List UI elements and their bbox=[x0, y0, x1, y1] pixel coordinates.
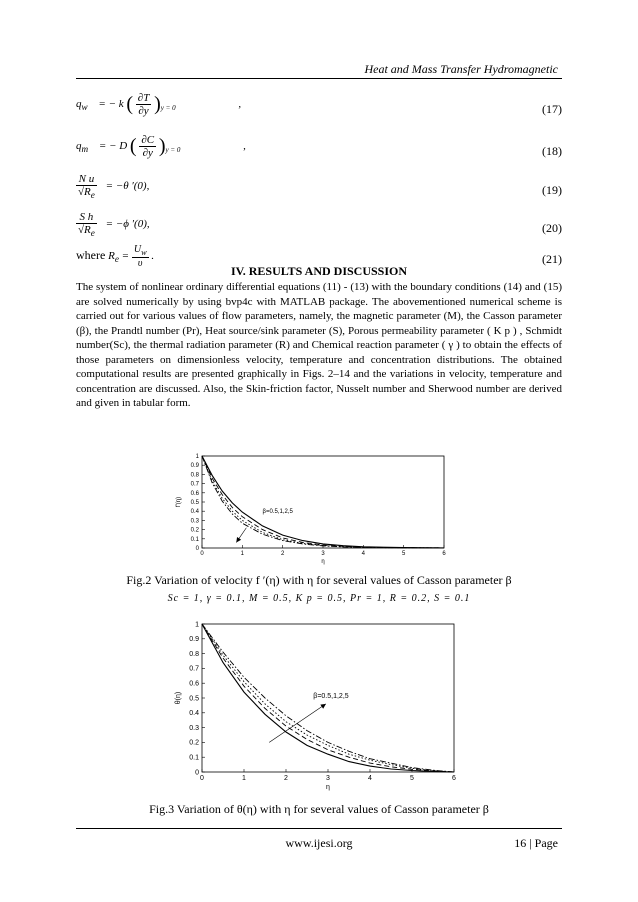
x-tick-label: 0 bbox=[200, 551, 204, 557]
y-tick-label: 0.2 bbox=[189, 739, 199, 747]
beta-annotation: β=0.5,1,2,5 bbox=[262, 509, 293, 516]
series-line-1 bbox=[202, 456, 444, 548]
eq18-den: ∂y bbox=[142, 147, 153, 159]
y-tick-label: 0.1 bbox=[189, 754, 199, 762]
y-tick-label: 0.9 bbox=[189, 636, 199, 644]
eq21-num: U bbox=[133, 244, 142, 255]
x-tick-label: 4 bbox=[368, 775, 372, 782]
y-tick-label: 0 bbox=[195, 546, 199, 552]
section-title: IV. RESULTS AND DISCUSSION bbox=[230, 264, 408, 278]
y-tick-label: 0.7 bbox=[190, 481, 199, 488]
y-tick-label: 0.5 bbox=[189, 695, 199, 703]
y-tick-label: 0.7 bbox=[189, 665, 199, 673]
running-header: Heat and Mass Transfer Hydromagnetic bbox=[364, 62, 558, 76]
eq21-prefix: where bbox=[76, 248, 106, 263]
x-tick-label: 0 bbox=[200, 775, 204, 782]
series-line-3 bbox=[202, 456, 444, 548]
eq17-lhs: q bbox=[76, 98, 82, 111]
x-tick-label: 4 bbox=[361, 551, 366, 557]
x-tick-label: 3 bbox=[321, 551, 325, 557]
eq20-num: S h bbox=[76, 211, 97, 224]
eq20-rhs: = −ϕ ′(0), bbox=[105, 218, 150, 231]
y-tick-label: 0.8 bbox=[190, 472, 199, 479]
equation-18: $q_m$ = − D ( $\frac{\partial C}{\partial y}$ )$_{y = 0}$ , (18) bbox=[76, 134, 562, 159]
x-tick-label: 6 bbox=[442, 551, 446, 557]
results-paragraph: The system of nonlinear ordinary differential equations (11) - (13) with the boundary conditions (14) and (15) are solved numerically by using bvp4c with MATLAB package. The abovementioned numerical scheme is carried out for various values of flow parameters, namely, the magnetic parameter (M), the Casson parameter (β), the Prandtl number (Pr), Heat source/sink parameter (S), Porous permeability parameter ( K p ) , Schmidt number(Sc), the thermal radiation parameter (R) and Chemical reaction parameter ( γ ) to obtain the effects of those parameters on dimensionless velocity, temperature and concentration distributions. The obtained computational results are presented graphically in Figs. 2–14 and the variations in velocity, temperature and concentration are discussed. Also, the Skin-friction factor, Nusselt number and Sherwood number are derived and given in tabular form. bbox=[76, 281, 562, 409]
x-axis-label: η bbox=[326, 784, 330, 791]
annotation-arrowhead bbox=[236, 537, 241, 543]
y-tick-label: 0 bbox=[195, 769, 199, 777]
eq19-rhs: = −θ ′(0), bbox=[105, 180, 150, 193]
eq21-num-sub: w bbox=[141, 248, 147, 257]
eq18-cond: y = 0 bbox=[165, 146, 181, 155]
eq18-tail: , bbox=[243, 140, 246, 153]
eq18-lhs: q bbox=[76, 140, 82, 153]
eq21-lhs: R bbox=[108, 250, 115, 263]
x-tick-label: 6 bbox=[452, 775, 456, 782]
equation-19 bbox=[76, 173, 562, 207]
figure-2-params: Sc = 1, γ = 0.1, M = 0.5, K p = 0.5, Pr = 1, R = 0.2, S = 0.1 bbox=[167, 593, 471, 604]
eq17-num: ∂T bbox=[137, 92, 150, 104]
y-tick-label: 0.4 bbox=[190, 509, 199, 516]
eq18-num: ∂C bbox=[141, 134, 155, 146]
y-tick-label: 0.3 bbox=[190, 518, 199, 525]
eq19-number: (19) bbox=[542, 183, 562, 197]
header-rule bbox=[76, 78, 562, 79]
eq17-cond: y = 0 bbox=[160, 104, 176, 113]
figure-2-chart bbox=[176, 452, 460, 566]
eq18-lhs-sub: m bbox=[81, 144, 89, 155]
annotation-arrowhead bbox=[320, 704, 326, 709]
eq20-den: √R bbox=[78, 224, 91, 236]
eq19-num: N u bbox=[76, 173, 97, 186]
x-tick-label: 2 bbox=[284, 775, 288, 782]
eq20-den-sub: e bbox=[90, 228, 95, 239]
x-tick-label: 5 bbox=[401, 551, 406, 557]
equation-20 bbox=[76, 211, 562, 245]
x-axis-label: η bbox=[321, 559, 325, 565]
eq18-rhs: = − D bbox=[98, 140, 128, 153]
y-tick-label: 0.6 bbox=[190, 490, 199, 497]
figure-2-caption: Fig.2 Variation of velocity f ′(η) with η for several values of Casson parameter β bbox=[126, 573, 512, 587]
y-tick-label: 1 bbox=[195, 454, 199, 460]
y-tick-label: 0.2 bbox=[190, 527, 199, 534]
series-line-4 bbox=[202, 456, 444, 548]
y-tick-label: 0.8 bbox=[189, 650, 199, 658]
x-tick-label: 5 bbox=[410, 775, 414, 782]
eq17-rhs: = − k bbox=[98, 98, 124, 111]
y-tick-label: 0.1 bbox=[190, 536, 199, 543]
eq21-lhs-sub: e bbox=[114, 254, 119, 265]
eq19-den: √R bbox=[78, 186, 91, 198]
x-tick-label: 1 bbox=[240, 551, 245, 557]
eq17-number: (17) bbox=[542, 102, 562, 116]
eq17-den: ∂y bbox=[138, 105, 149, 117]
eq18-number: (18) bbox=[542, 144, 562, 158]
footer-website: www.ijesi.org bbox=[285, 836, 353, 850]
x-tick-label: 1 bbox=[242, 775, 246, 782]
y-tick-label: 0.3 bbox=[189, 724, 199, 732]
footer-rule bbox=[76, 828, 562, 829]
beta-annotation: β=0.5,1,2,5 bbox=[313, 693, 349, 700]
eq19-den-sub: e bbox=[90, 190, 95, 201]
x-tick-label: 3 bbox=[326, 775, 330, 782]
plot-frame bbox=[202, 456, 444, 548]
eq17-lhs-sub: w bbox=[81, 102, 88, 113]
eq21-tail: . bbox=[151, 250, 155, 263]
y-axis-label: f'(η) bbox=[176, 496, 182, 508]
eq17-tail: , bbox=[238, 98, 242, 111]
figure-3-chart bbox=[175, 618, 465, 796]
eq21-eq: = bbox=[121, 250, 130, 263]
x-tick-label: 2 bbox=[280, 551, 285, 557]
y-tick-label: 0.6 bbox=[189, 680, 199, 688]
series-line-2 bbox=[202, 456, 444, 548]
footer-page-number: 16 | Page bbox=[514, 836, 558, 850]
eq21-number: (21) bbox=[542, 252, 562, 266]
y-tick-label: 0.4 bbox=[189, 710, 199, 718]
y-tick-label: 0.5 bbox=[190, 500, 199, 506]
y-tick-label: 1 bbox=[195, 621, 199, 629]
eq20-number: (20) bbox=[542, 221, 562, 235]
y-axis-label: θ(η) bbox=[175, 691, 182, 705]
figure-3-caption: Fig.3 Variation of θ(η) with η for several values of Casson parameter β bbox=[149, 802, 489, 816]
eq21-den: υ bbox=[137, 258, 143, 269]
equation-17: $q_w$ = − k ( $\frac{\partial T}{\partial y}$ )$_{y = 0}$ , (17) bbox=[76, 92, 562, 117]
y-tick-label: 0.9 bbox=[190, 463, 199, 470]
